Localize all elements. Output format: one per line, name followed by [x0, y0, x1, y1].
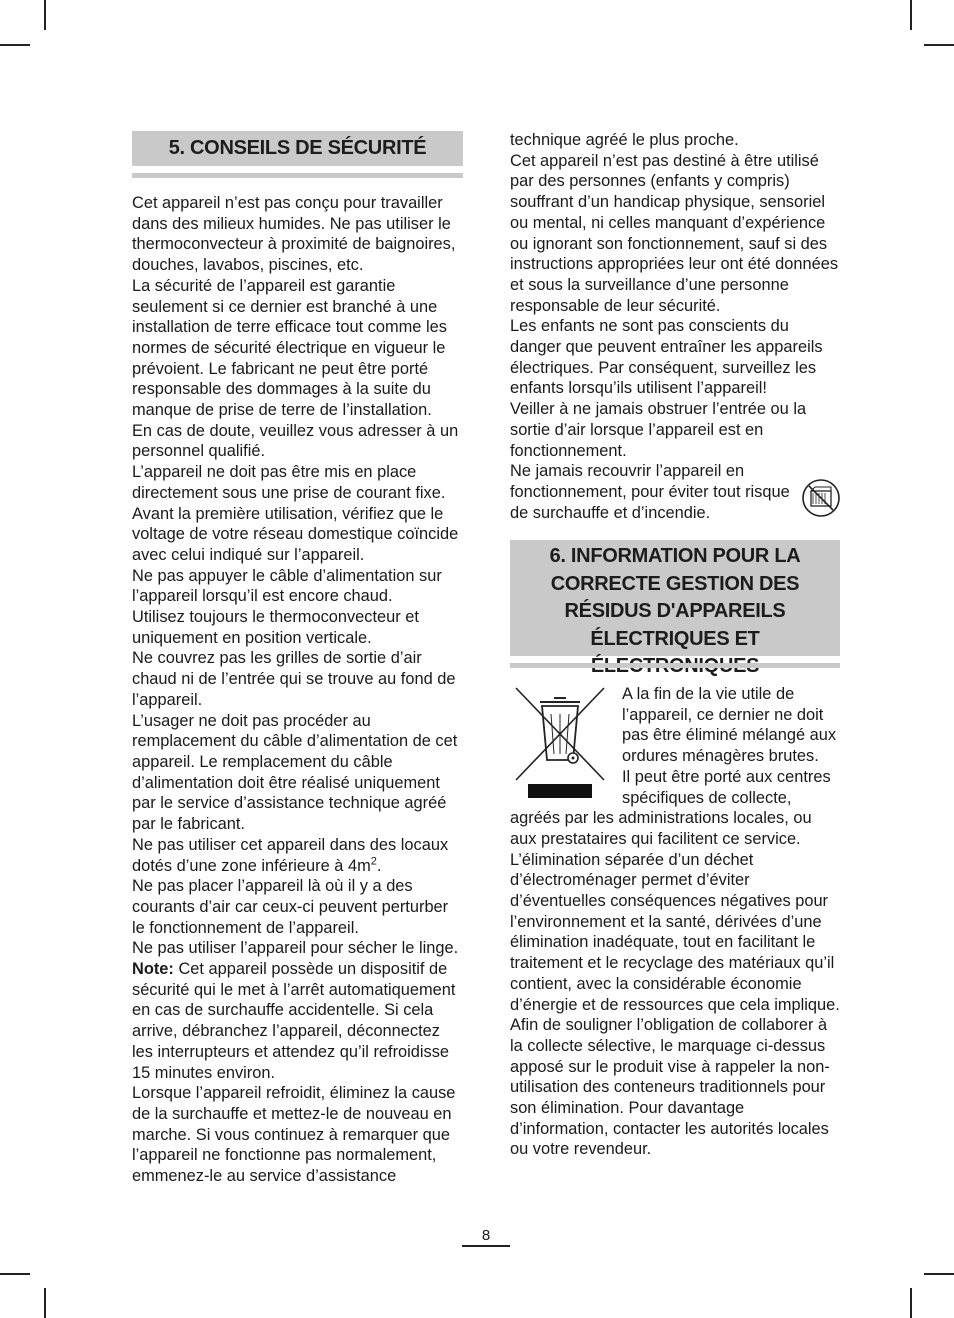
crop-mark	[44, 0, 46, 30]
paragraph: Il peut être porté aux centres spécifiques de collecte, agréés par les administrations locales, ou aux prestataires qui facilitent ce service. L’élimination séparée d’un déchet d’électroménager permet d’éviter d’éventuelles conséquences négatives pour l’environnement et la santé, dérivées d’une élimination inadéquate, tout en facilitant le traitement et le recyclage des matériaux qu’il contient, avec la considérable économie d’énergie et de ressources que cela implique.	[510, 767, 840, 1014]
section-6-heading	[510, 540, 840, 656]
paragraph: En cas de doute, veuillez vous adresser à un personnel qualifié.	[132, 421, 459, 461]
right-column-continuation	[510, 130, 844, 523]
paragraph: Ne pas placer l’appareil là où il y a des courants d’air car ceux-ci peuvent perturber le fonctionnement de l’appareil.	[132, 877, 449, 937]
crop-mark	[924, 44, 954, 46]
section-6-body	[510, 684, 840, 1160]
paragraph: Veiller à ne jamais obstruer l’entrée ou la sortie d’air lorsque l’appareil est en fonctionnement.	[510, 400, 807, 460]
note-label: Note:	[132, 960, 174, 979]
paragraph: Ne pas appuyer le câble d’alimentation sur l’appareil lorsqu’il est encore chaud.	[132, 566, 442, 606]
paragraph: L’appareil ne doit pas être mis en place directement sous une prise de courant fixe.	[132, 463, 446, 502]
area-text: Ne pas utiliser cet appareil dans des locaux dotés d’une zone inférieure à 4m	[132, 835, 449, 875]
paragraph: Utilisez toujours le thermoconvecteur et uniquement en position verticale.	[132, 608, 419, 647]
crop-mark	[0, 1273, 30, 1275]
crop-mark	[910, 1288, 912, 1318]
paragraph: L’usager ne doit pas procéder au remplacement du câble d’alimentation de cet appareil. Le remplacement du câble d’alimentation doit être réalisé uniquement par le service d’assistance technique agréé par le fabricant.	[132, 711, 458, 834]
crop-mark	[910, 0, 912, 30]
crop-mark	[924, 1273, 954, 1275]
left-column	[132, 193, 464, 1187]
area-paragraph	[132, 835, 464, 876]
paragraph: Cet appareil n’est pas destiné à être utilisé par des personnes (enfants y compris) souffrant d’un handicap physique, sensoriel ou mental, ni celles manquant d’expérience ou ignorant son fonctionnement, sauf si des instructions appropriées leur ont été données et sous la surveillance d’une personne responsable de leur sécurité.	[510, 151, 839, 315]
paragraph: Lorsque l’appareil refroidit, éliminez la cause de la surchauffe et mettez-le de nouveau en marche. Si vous continuez à remarquer que l’appareil ne fonctionne pas normalement, emmenez-le au service d’assistance	[132, 1084, 456, 1186]
paragraph: Afin de souligner l’obligation de collaborer à la collecte sélective, le marquage ci-dessus apposé sur le produit vise à rappeler la non-utilisation des conteneurs traditionnels pour son élimination. Pour davantage d’information, contacter les autorités locales ou votre revendeur.	[510, 1016, 830, 1159]
page-number: 8	[481, 1227, 491, 1244]
paragraph: Ne couvrez pas les grilles de sortie d’air chaud ni de l’entrée qui se trouve au fond de l’appareil.	[132, 649, 456, 709]
heading-underline	[132, 173, 463, 178]
paragraph: Les enfants ne sont pas conscients du danger que peuvent entraîner les appareils électriques. Par conséquent, surveillez les enfants lorsqu’ils utilisent l’appareil!	[510, 317, 823, 398]
area-superscript: 2	[370, 855, 377, 868]
area-end: .	[376, 856, 382, 875]
heading-underline	[510, 663, 840, 668]
paragraph: Avant la première utilisation, vérifiez que le voltage de votre réseau domestique coïncide avec celui indiqué sur l’appareil.	[132, 504, 459, 564]
page-number-underline	[462, 1245, 510, 1247]
paragraph: Ne jamais recouvrir l’appareil en fonctionnement, pour éviter tout risque de surchauffe et d’incendie.	[510, 462, 790, 522]
section-6-title: 6. INFORMATION POUR LA CORRECTE GESTION DES RÉSIDUS D'APPAREILS ÉLECTRIQUES ET	[549, 545, 801, 650]
section-5-title: 5. CONSEILS DE SÉCURITÉ	[168, 137, 427, 159]
crop-mark	[44, 1288, 46, 1318]
section-5-heading	[132, 131, 463, 166]
do-not-cover-icon	[801, 478, 841, 518]
crossed-out-wheelie-bin-icon	[510, 684, 610, 802]
note-text: Cet appareil possède un dispositif de sécurité qui le met à l’arrêt automatiquement en cas de surchauffe accidentelle. Si cela arrive, débranchez l’appareil, déconnectez les interrupteurs et attendez qu’il refroidisse 15 minutes environ.	[132, 960, 456, 1082]
paragraph: Cet appareil n’est pas conçu pour travailler dans des milieux humides. Ne pas utiliser le thermoconvecteur à proximité de baignoires, douches, lavabos, piscines, etc.	[132, 194, 456, 275]
paragraph: La sécurité de l’appareil est garantie seulement si ce dernier est branché à une installation de terre efficace tout comme les normes de sécurité électrique en vigueur le prévoient. Le fabricant ne peut être porté responsable des dommages à la suite du manque de prise de terre de l’installation.	[132, 276, 447, 420]
crop-mark	[0, 44, 30, 46]
paragraph: Ne pas utiliser l’appareil pour sécher le linge.	[132, 939, 459, 958]
paragraph: A la fin de la vie utile de l’appareil, ce dernier ne doit pas être éliminé mélangé aux ordures ménagères brutes.	[622, 685, 837, 766]
paragraph: technique agréé le plus proche.	[510, 131, 739, 149]
note-paragraph	[132, 959, 464, 1083]
